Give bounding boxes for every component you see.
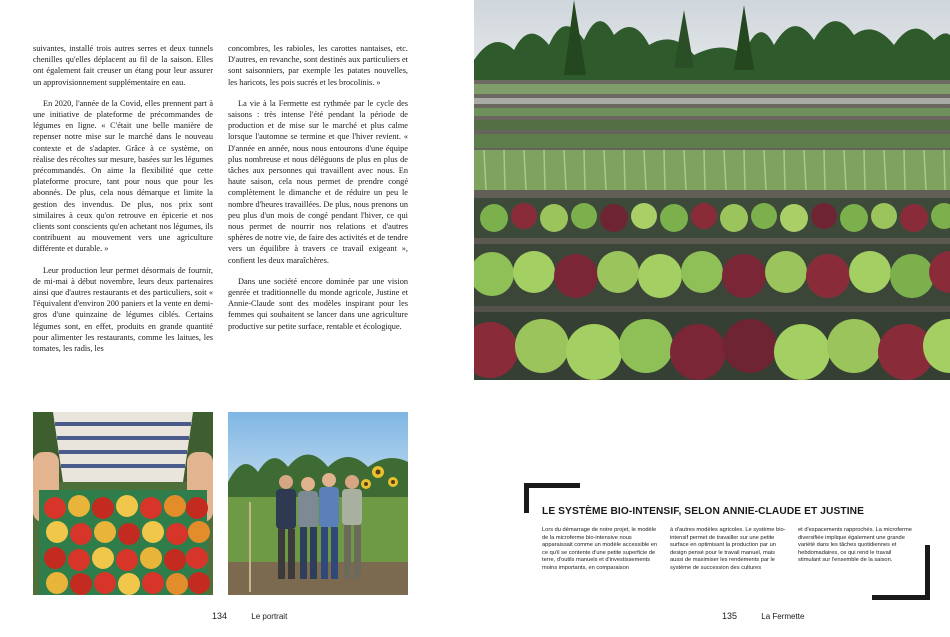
farmers-portrait-photo — [228, 412, 408, 595]
page-number: 134 — [212, 611, 228, 621]
article-paragraph: En 2020, l'année de la Covid, elles prennent part à une initiative de plateforme de précommandes de légumes en ligne. « C'était une belle manière de repenser notre mise sur le marché dans le nouveau contexte et de s'adapter. Grâce à ce système, on réalise des récoltes sur mesure, basées sur les légumes précommandés. On aime la flexibilité que cette plateforme procure, tant pour nous que pour les abonnés. De plus, cela nous démarque et limite la gestion des invendus. De plus, nos prix sont similaires à ceux qu'on retrouve en épicerie et nos clients sont conscients qu'en achetant nos légumes, ils contribuent au mouvement vers une agriculture différente et durable. » — [33, 98, 213, 254]
sidebar-column-1: Lors du démarrage de notre projet, le modèle de la microferme bio-intensive nous apparaissait comme un modèle accessible en ce qu'il se contente d'une petite superficie de terre, d'outils manuels et d'investissements moins importants, en comparaison — [542, 527, 658, 571]
article-column-2 — [228, 43, 408, 373]
left-folio — [212, 611, 287, 621]
sidebar-title: LE SYSTÈME BIO-INTENSIF, SELON ANNIE-CLAUDE ET JUSTINE — [542, 506, 864, 517]
article-paragraph: concombres, les rabioles, les carottes nantaises, etc. D'autres, en revanche, sont destinés aux particuliers et sont saisonniers, par exemple les patates nouvelles, les haricots, les pois sucrés et les brocolinis. » — [228, 44, 408, 87]
article-paragraph: Leur production leur permet désormais de fournir, de mi-mai à début novembre, leurs deux partenaires ainsi que d'autres restaurants et des particuliers, soit « l'équivalent d'environ 200 paniers et la vente en demi-gros d'une quinzaine de légumes ciblés. Certains légumes sont, en effet, produits en grande quantité pour alimenter les restaurants, comme les laitues, les tomates, les radis, les — [33, 265, 213, 354]
farm-field-photo — [474, 0, 950, 380]
article-paragraph: Dans une société encore dominée par une vision genrée et traditionnelle du monde agricole, Justine et Annie-Claude sont des modèles inspirant pour les femmes qui souhaitent se lancer dans une agriculture productive sur petite surface, rentable et écologique. — [228, 276, 408, 331]
article-column-1 — [33, 43, 213, 373]
page-number: 135 — [722, 611, 738, 621]
right-folio — [722, 611, 804, 621]
sidebar-column-2: à d'autres modèles agricoles. Le système bio-intensif permet de travailler sur une petite surface en optimisant la production par un design pensé pour le travail manuel, mais aussi de maximiser les rendements par le système de succession des cultures — [670, 527, 786, 571]
sidebar-column-3: et d'espacements rapprochés. La microferme diversifiée implique également une grande variété dans les tâches quotidiennes et hebdomadaires, ce qui rend le travail stimulant sur l'ensemble de la saison. — [798, 527, 912, 564]
section-name: La Fermette — [761, 612, 805, 621]
article-paragraph: La vie à la Fermette est rythmée par le cycle des saisons : très intense l'été pendant la période de production et de mise sur le marché et plus calme lorsque l'automne se termine et que l'hiver revient. « D'année en année, nous nous entourons d'une équipe plus nombreuse et nous déléguons de plus en plus de tâches aux personnes qui travaillent avec nous. En haute saison, cela nous permet de prendre congé complètement le dimanche et de réduire un peu le nombre d'heures travaillées. De plus, nous prenons un peu plus d'un mois de congé pendant l'hiver, ce qui nous permet de nourrir nos relations et d'autres sphères de notre vie, de faire des activités et de tendre vers un équilibre à travers ce travail exigeant », confient les deux maraîchères. — [228, 98, 408, 265]
tomato-crate-photo — [33, 412, 213, 595]
article-paragraph: suivantes, installé trois autres serres et deux tunnels chenilles qu'elles déplacent au fil de la saison. Elles ont également fait creuser un étang pour leur assurer un approvisionnement supplémentaire en eau. — [33, 44, 213, 87]
section-name: Le portrait — [251, 612, 288, 621]
